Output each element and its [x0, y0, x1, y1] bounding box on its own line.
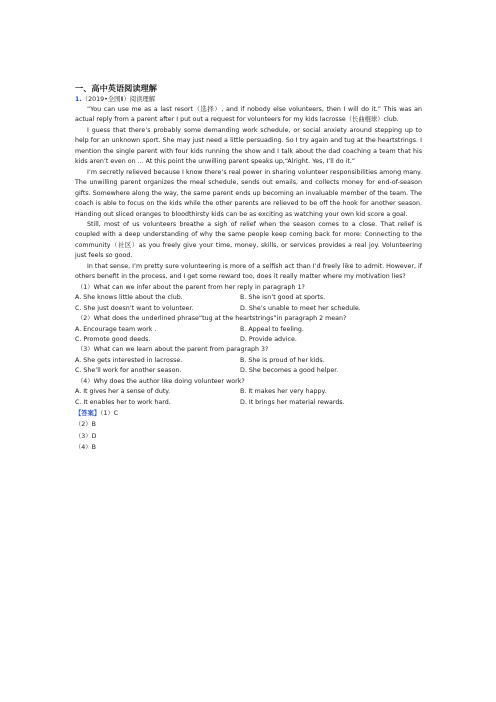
answer-line — [75, 408, 422, 419]
question-stem: （2）What does the underlined phrase“tug at the heartstrings”in paragraph 2 mean? — [77, 315, 347, 323]
answer-value: （1）C — [100, 410, 119, 418]
option-c: C. She just doesn’t want to volunteer. — [75, 304, 194, 312]
answer-line: （4）B — [75, 443, 96, 451]
question-stem: （4）Why does the author like doing volunteer work? — [77, 377, 245, 385]
document-page — [75, 82, 422, 453]
option-c: C. She’ll work for another season. — [75, 367, 182, 375]
option-row — [75, 293, 422, 303]
section-title: 一、高中英语阅读理解 — [75, 83, 157, 93]
option-row — [75, 304, 422, 314]
option-row — [75, 366, 422, 376]
option-row — [75, 398, 422, 408]
question-item-2 — [75, 314, 422, 345]
option-b: B. Appeal to feeling. — [240, 325, 304, 333]
option-row — [75, 325, 422, 335]
option-d: D. It brings her material rewards. — [240, 398, 345, 406]
passage-paragraph-2: I guess that there’s probably some demanding work schedule, or social anxiety around stepping up to help for an unknown sport. She may just need a little persuading. So I try again and tug at the heartstrings. I mention the single parent with four kids running the show and I talk about the dad coaching a team that his kids aren’t even on ... At this point the unwilling parent speaks up,“Alright. Yes, I’ll do it.” — [75, 126, 422, 166]
question-item-3 — [75, 345, 422, 376]
question-stem: （1）What can we infer about the parent from her reply in paragraph 1? — [77, 283, 305, 291]
answer-line: （2）B — [75, 421, 96, 429]
option-d: D. Provide advice. — [240, 335, 297, 343]
question-stem: （3）What can we learn about the parent from paragraph 3? — [77, 346, 269, 354]
answer-tag: 【答案】 — [75, 410, 101, 418]
option-c: C. It enables her to work hard. — [75, 398, 171, 406]
passage-paragraph-5: In that sense, I’m pretty sure volunteering is more of a selfish act than I’d freely like to admit. However, if others benefit in the process, and I get some reward too, does it really matter where my motivation lies? — [75, 262, 422, 281]
passage-paragraph-4: Still, most of us volunteers breathe a sigh of relief when the season comes to a close. That relief is coupled with a deep understanding of why the same people keep coming back for more: Connecting to the community（社区）as you freely give your time, money, skills, or services provides a real joy. Volunteering just feels so good. — [75, 220, 422, 260]
option-a: A. She knows little about the club. — [75, 294, 183, 302]
question-number: 1. — [75, 96, 82, 103]
option-b: B. She is proud of her kids. — [240, 356, 325, 364]
option-row — [75, 335, 422, 345]
passage-paragraph-1: “You can use me as a last resort（选择）, and if nobody else volunteers, then I will do it.” This was an actual reply from a parent after I put out a request for volunteers for my kids lacrosse（长曲棍球）club. — [75, 106, 422, 124]
option-a: A. She gets interested in lacrosse. — [75, 356, 183, 364]
passage-paragraph-3: I’m secretly relieved because I know there’s real power in sharing volunteer responsibilities among many. The unwilling parent organizes the meal schedule, sends out emails, and collects money for end-of-season gifts. Somewhere along the way, the same parent ends up becoming an invaluable member of the team. The coach is able to focus on the kids while the other parents are relieved to be off the hook for another season. Handing out sliced oranges to bloodthirsty kids can be as exciting as watching your own kid score a goal. — [75, 168, 422, 218]
option-row — [75, 387, 422, 397]
option-a: A. It gives her a sense of duty. — [75, 388, 171, 396]
option-d: D. She’s unable to meet her schedule. — [240, 304, 361, 312]
question-item-1 — [75, 283, 422, 314]
option-b: B. She isn’t good at sports. — [240, 294, 326, 302]
option-row — [75, 356, 422, 366]
option-d: D. She becomes a good helper. — [240, 367, 339, 375]
question-header — [75, 95, 422, 105]
option-a: A. Encourage team work . — [75, 325, 157, 333]
question-source: （2019•全国Ⅱ）阅读理解 — [81, 96, 155, 103]
option-c: C. Promote good deeds. — [75, 335, 151, 343]
question-item-4 — [75, 377, 422, 408]
option-b: B. It makes her very happy. — [240, 388, 327, 396]
answer-line: （3）D — [75, 432, 97, 440]
